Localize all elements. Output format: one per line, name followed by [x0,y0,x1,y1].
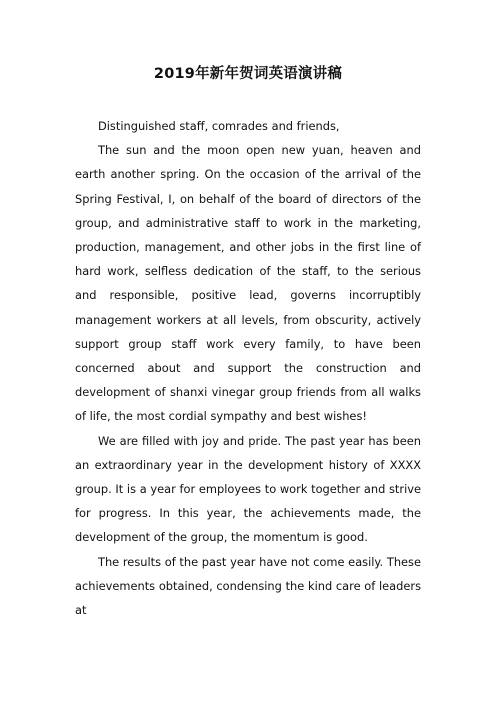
paragraph-greeting: The sun and the moon open new yuan, heaven and earth another spring. On the occasion of the arrival of the Spring Festival, I, on behalf of the board of directors of the group, and administrative staff to work in the marketing, production, management, and other jobs in the first line of hard work, selfless dedication of the staff, to the serious and responsible, positive lead, governs incorruptibly management workers at all levels, from obscurity, actively support group staff work every family, to have been concerned about and support the construction and development of shanxi vinegar group friends from all walks of life, the most cordial sympathy and best wishes! [75,143,421,424]
paragraph-review: We are filled with joy and pride. The past year has been an extraordinary year in the development history of XXXX group. It is a year for employees to work together and strive for progress. In this year, the achievements made, the development of the group, the momentum is good. [75,433,421,545]
paragraph-salutation: Distinguished staff, comrades and friends, [98,119,340,133]
document-body [75,114,421,622]
document-title: 2019年新年贺词英语演讲稿 [153,66,343,82]
paragraph-results: The results of the past year have not come easily. These achievements obtained, condensing the kind care of leaders at [75,554,421,618]
